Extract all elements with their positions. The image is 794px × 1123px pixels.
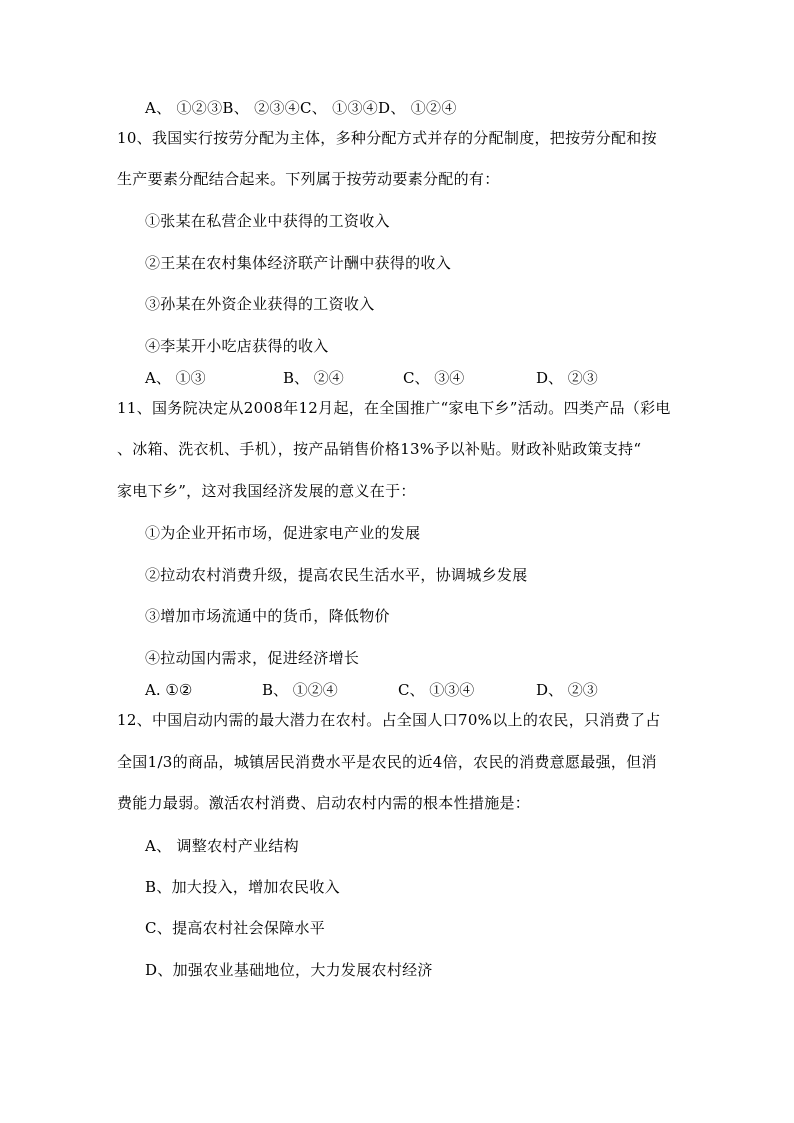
- q12-option-d: D、加强农业基础地位，大力发展农村经济: [145, 961, 433, 979]
- q12-option-a: A、 调整农村产业结构: [145, 837, 299, 855]
- q10-option-b: B、 ②④: [283, 369, 344, 387]
- q10-item: ②王某在农村集体经济联产计酬中获得的收入: [145, 254, 452, 272]
- q10-option-c: C、 ③④: [403, 369, 465, 387]
- q11-item: ②拉动农村消费升级，提高农民生活水平，协调城乡发展: [145, 566, 528, 584]
- q11-option-d: D、 ②③: [536, 681, 598, 699]
- q12-option-c: C、提高农村社会保障水平: [145, 919, 326, 937]
- q11-option-a: A. ①②: [145, 681, 193, 699]
- q10-item: ④李某开小吃店获得的收入: [145, 337, 329, 355]
- q12-stem-line3: 费能力最弱。激活农村消费、启动农村内需的根本性措施是：: [117, 794, 531, 812]
- q11-item: ④拉动国内需求，促进经济增长: [145, 649, 360, 667]
- q11-option-c: C、 ①③④: [398, 681, 475, 699]
- q10-stem-line1: 10、我国实行按劳分配为主体，多种分配方式并存的分配制度，把按劳分配和按: [117, 129, 657, 147]
- q11-stem-line3: 家电下乡”，这对我国经济发展的意义在于：: [117, 482, 416, 500]
- q11-stem-line2: 、冰箱、洗衣机、手机），按产品销售价格13%予以补贴。财政补贴政策支持“: [117, 440, 642, 458]
- q10-option-a: A、 ①③: [145, 369, 206, 387]
- q10-stem-line2: 生产要素分配结合起来。下列属于按劳动要素分配的有：: [117, 170, 500, 188]
- q10-item: ③孙某在外资企业获得的工资收入: [145, 295, 375, 313]
- q10-item: ①张某在私营企业中获得的工资收入: [145, 212, 390, 230]
- q11-option-b: B、 ①②④: [262, 681, 338, 699]
- q11-item: ③增加市场流通中的货币，降低物价: [145, 607, 390, 625]
- q11-item: ①为企业开拓市场，促进家电产业的发展: [145, 524, 421, 542]
- q12-stem-line2: 全国1/3的商品，城镇居民消费水平是农民的近4倍，农民的消费意愿最强，但消: [117, 753, 657, 771]
- q12-option-b: B、加大投入，增加农民收入: [145, 878, 340, 896]
- q12-stem-line1: 12、中国启动内需的最大潜力在农村。占全国人口70%以上的农民，只消费了占: [117, 711, 661, 729]
- q9-options: A、 ①②③B、 ②③④C、 ①③④D、 ①②④: [145, 99, 457, 117]
- q11-stem-line1: 11、国务院决定从2008年12月起，在全国推广“家电下乡”活动。四类产品（彩电: [117, 399, 671, 417]
- q10-option-d: D、 ②③: [536, 369, 598, 387]
